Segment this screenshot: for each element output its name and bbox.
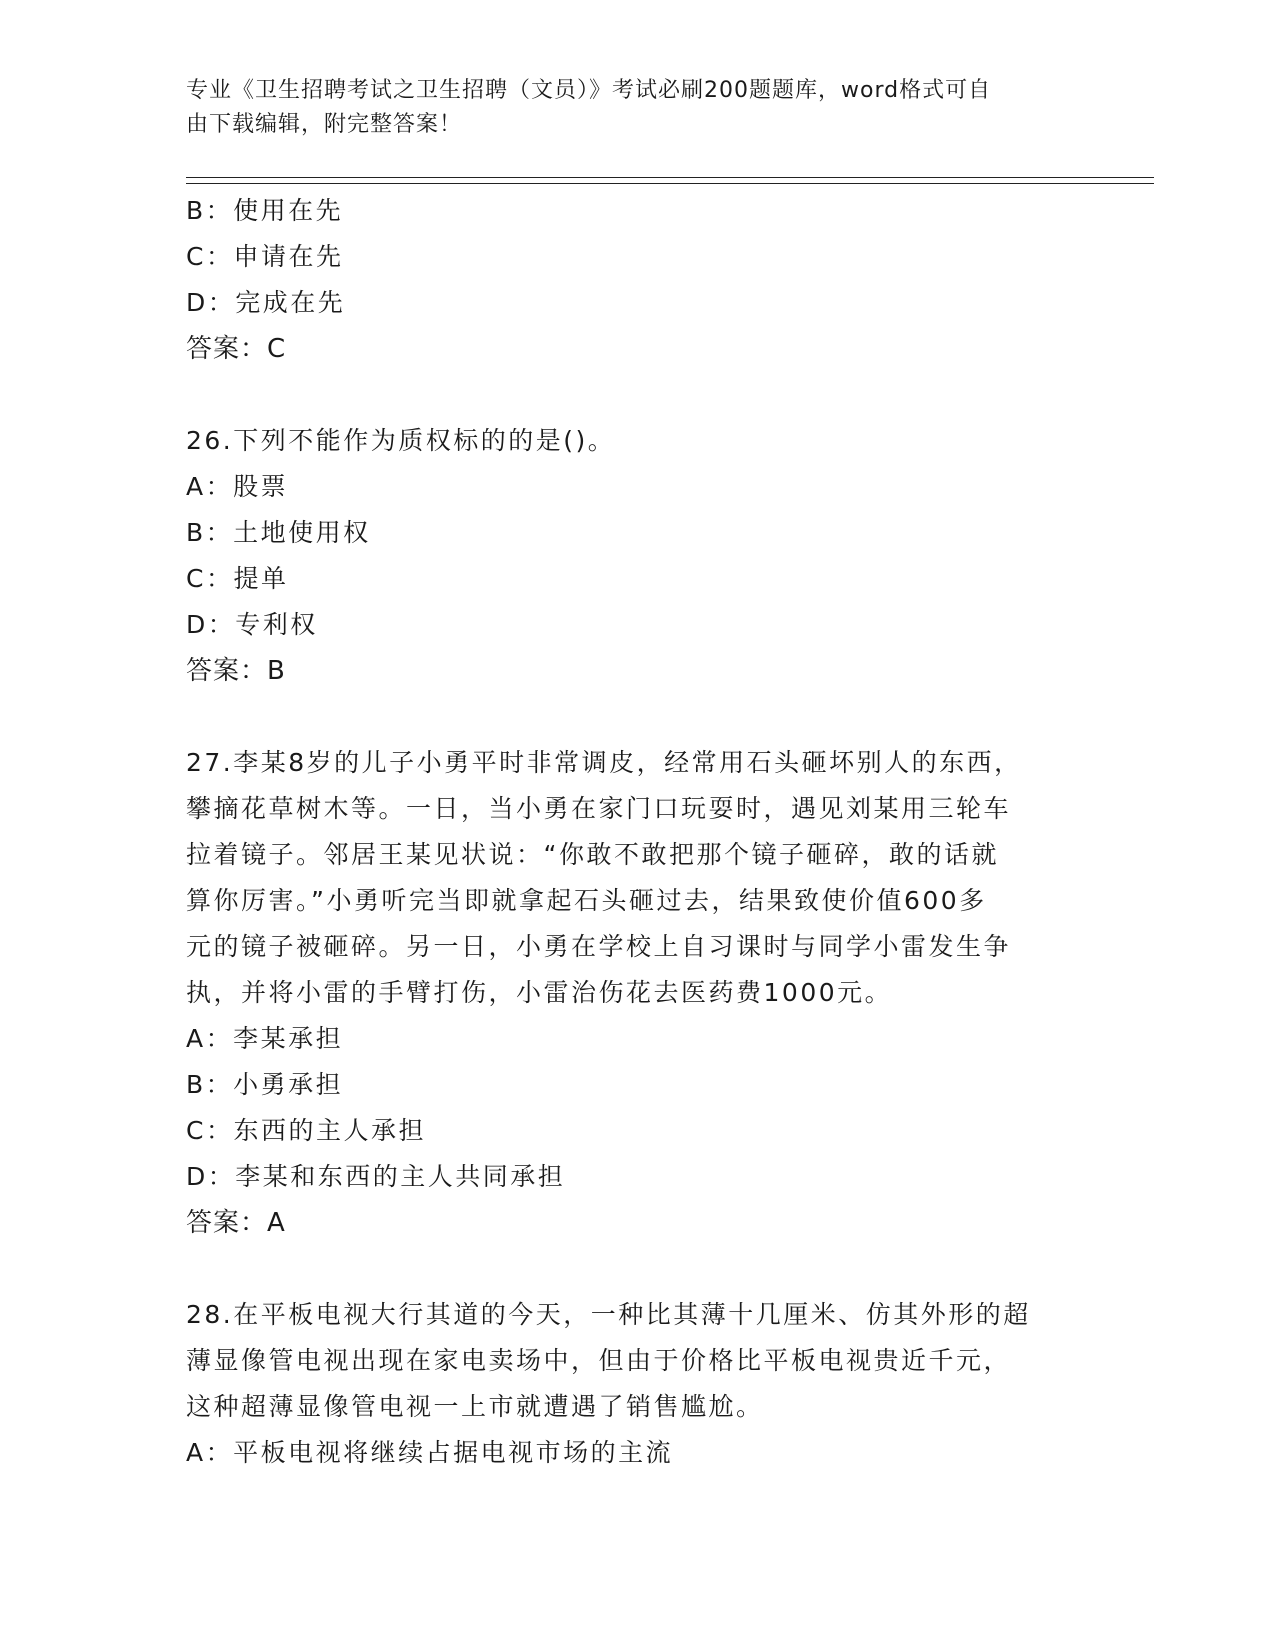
question-content: [186, 188, 1086, 1476]
header-line-2: 由下载编辑，附完整答案！: [186, 112, 463, 137]
option-b: B：使用在先: [186, 196, 344, 225]
spacer: [186, 372, 1086, 418]
option-a: A：平板电视将继续占据电视市场的主流: [186, 1438, 674, 1467]
spacer: [186, 694, 1086, 740]
question-25: [186, 188, 1086, 372]
option-a: A：李某承担: [186, 1024, 344, 1053]
question-26: [186, 418, 1086, 694]
question-stem-line: 算你厉害。”小勇听完当即就拿起石头砸过去，结果致使价值600多: [186, 886, 987, 915]
option-b: B：土地使用权: [186, 518, 371, 547]
answer: 答案：B: [186, 656, 286, 686]
header-divider-top: [186, 177, 1154, 178]
question-stem-line: 薄显像管电视出现在家电卖场中，但由于价格比平板电视贵近千元，: [186, 1346, 1012, 1375]
option-b: B：小勇承担: [186, 1070, 344, 1099]
option-c: C：提单: [186, 564, 289, 593]
spacer: [186, 1246, 1086, 1292]
option-c: C：申请在先: [186, 242, 344, 271]
option-d: D：李某和东西的主人共同承担: [186, 1162, 566, 1191]
question-stem-line: 攀摘花草树木等。一日，当小勇在家门口玩耍时，遇见刘某用三轮车: [186, 794, 1012, 823]
question-stem-line: 27.李某8岁的儿子小勇平时非常调皮，经常用石头砸坏别人的东西，: [186, 748, 1022, 777]
question-stem-line: 元的镜子被砸碎。另一日，小勇在学校上自习课时与同学小雷发生争: [186, 932, 1012, 961]
option-d: D：专利权: [186, 610, 318, 639]
option-c: C：东西的主人承担: [186, 1116, 426, 1145]
answer: 答案：A: [186, 1208, 286, 1238]
question-stem-line: 拉着镜子。邻居王某见状说：“你敢不敢把那个镜子砸碎，敢的话就: [186, 840, 999, 869]
header-divider-bottom: [186, 183, 1154, 184]
question-27: [186, 740, 1086, 1246]
option-d: D：完成在先: [186, 288, 346, 317]
document-header: [186, 74, 1086, 142]
option-a: A：股票: [186, 472, 289, 501]
header-line-1: 专业《卫生招聘考试之卫生招聘（文员）》考试必刷200题题库，word格式可自: [186, 78, 992, 103]
question-stem-line: 这种超薄显像管电视一上市就遭遇了销售尴尬。: [186, 1392, 764, 1421]
question-stem: 26.下列不能作为质权标的的是()。: [186, 426, 616, 455]
question-stem-line: 执，并将小雷的手臂打伤，小雷治伤花去医药费1000元。: [186, 978, 893, 1007]
answer: 答案：C: [186, 334, 287, 364]
question-28: [186, 1292, 1086, 1476]
question-stem-line: 28.在平板电视大行其道的今天，一种比其薄十几厘米、仿其外形的超: [186, 1300, 1031, 1329]
